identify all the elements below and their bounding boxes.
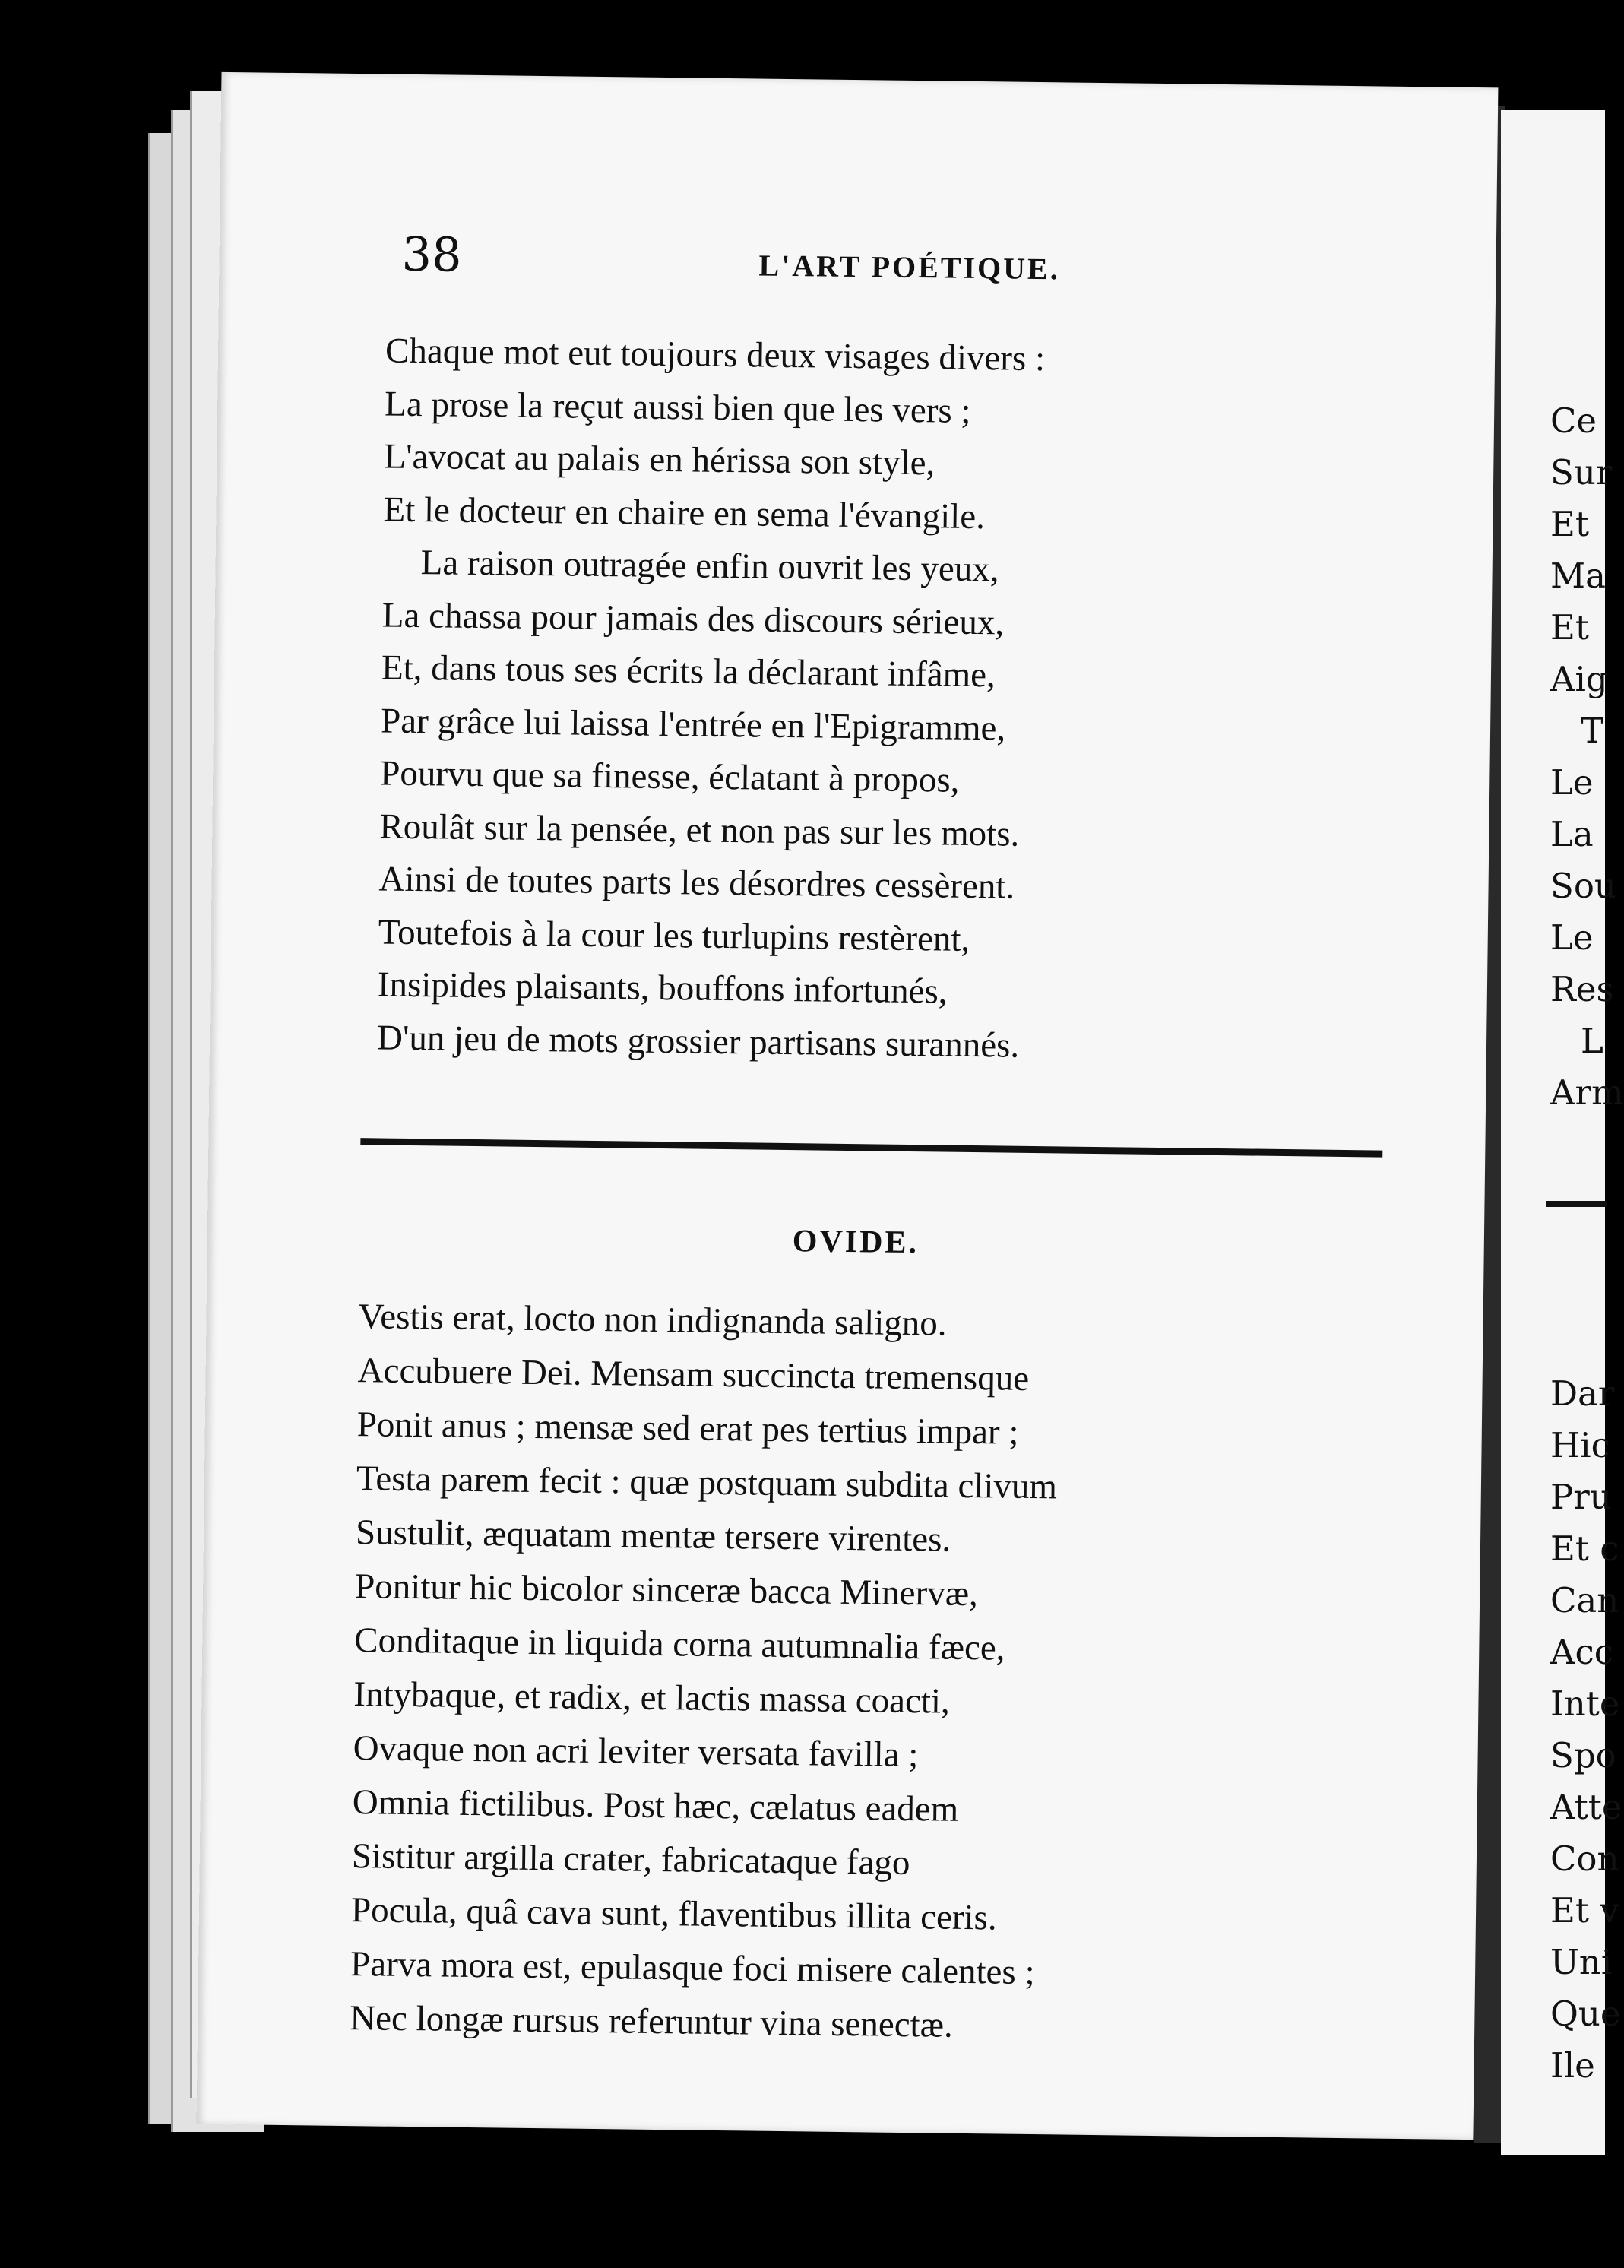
right-line: Le: [1550, 762, 1594, 803]
verse-line: Accubuere Dei. Mensam succincta tremensque: [357, 1351, 1030, 1398]
right-line: La: [1550, 814, 1594, 854]
verse-line: Insipides plaisants, bouffons infortunés,: [377, 965, 948, 1012]
verse-line: Et, dans tous ses écrits la déclarant infâme,: [381, 648, 996, 695]
verse-line: Ponit anus ; mensæ sed erat pes tertius impar ;: [356, 1405, 1019, 1452]
verse-line: Toutefois à la cour les turlupins restèrent,: [378, 911, 970, 959]
right-line: Dar: [1550, 1373, 1615, 1414]
verse-line: D'un jeu de mots grossier partisans surannés.: [376, 1017, 1020, 1066]
verse-line: Par grâce lui laissa l'entrée en l'Epigramme,: [380, 700, 1006, 749]
right-line: Et: [1550, 607, 1589, 648]
page-number: 38: [401, 226, 462, 283]
right-line: Con: [1550, 1839, 1619, 1879]
verse-line: Vestis erat, locto non indignanda saligno.: [358, 1297, 947, 1344]
right-line: Le: [1550, 917, 1594, 958]
right-line: Arm: [1550, 1072, 1624, 1113]
verse-line: La raison outragée enfin ouvrit les yeux,: [420, 543, 999, 590]
right-page: [1501, 110, 1624, 2155]
verse-line: Omnia fictilibus. Post hæc, cælatus eadem: [352, 1782, 959, 1829]
verse-line: Sistitur argilla crater, fabricataque fago: [351, 1836, 910, 1883]
right-line: Uni: [1550, 1942, 1613, 1982]
left-page: [197, 72, 1499, 2140]
right-line: Aig: [1550, 659, 1608, 699]
right-line: Res: [1550, 969, 1614, 1009]
section-rule: [360, 1138, 1382, 1157]
french-verse-block: [377, 325, 1046, 1073]
right-page-rule: [1546, 1201, 1607, 1207]
right-line: Sur: [1550, 452, 1613, 493]
latin-verse-block: [350, 1290, 1059, 2054]
right-line: Ma: [1550, 556, 1606, 596]
verse-line: L'avocat au palais en hérissa son style,: [384, 436, 935, 483]
verse-line: Roulât sur la pensée, et non pas sur les mots.: [379, 806, 1020, 854]
verse-line: Conditaque in liquida corna autumnalia fæce,: [354, 1620, 1005, 1668]
right-line: L: [1581, 1021, 1603, 1061]
right-line: Atte: [1550, 1787, 1622, 1827]
verse-line: Sustulit, æquatam mentæ tersere virentes.: [355, 1513, 951, 1560]
verse-line: Testa parem fecit : quæ postquam subdita clivum: [356, 1459, 1058, 1507]
verse-line: Nec longæ rursus referuntur vina senectæ.: [349, 1998, 954, 2045]
right-line: Ce: [1550, 401, 1597, 441]
running-head: [401, 226, 1360, 299]
right-line: Pru: [1550, 1477, 1612, 1517]
right-line: Et c: [1550, 1528, 1619, 1569]
right-line: Can: [1550, 1580, 1619, 1620]
verse-line: Parva mora est, epulasque foci misere calentes ;: [350, 1944, 1035, 1993]
right-line: Acc: [1550, 1632, 1613, 1672]
right-line: Hic: [1550, 1425, 1610, 1465]
right-page-bottom-lines: [1550, 1368, 1622, 2092]
right-line: Et: [1550, 504, 1589, 544]
verse-line: Intybaque, et radix, et lactis massa coacti,: [353, 1674, 951, 1722]
verse-line: La chassa pour jamais des discours sérieux,: [381, 594, 1005, 642]
verse-line: Pourvu que sa finesse, éclatant à propos,: [379, 753, 960, 800]
verse-line: Et le docteur en chaire en sema l'évangile.: [383, 489, 986, 537]
right-line: Spo: [1550, 1735, 1616, 1775]
right-line: T: [1581, 711, 1604, 751]
right-line: Et v: [1550, 1890, 1619, 1931]
verse-line: Ponitur hic bicolor sinceræ bacca Minervæ,: [354, 1566, 979, 1614]
right-line: Ile: [1550, 2045, 1595, 2086]
verse-line: Chaque mot eut toujours deux visages divers :: [385, 331, 1046, 379]
right-page-top-lines: [1550, 395, 1624, 1119]
verse-line: Pocula, quâ cava sunt, flaventibus illita ceris.: [350, 1890, 997, 1938]
verse-line: Ainsi de toutes parts les désordres cessèrent.: [378, 859, 1015, 907]
right-line: Inte: [1550, 1684, 1620, 1724]
right-line: Que: [1550, 1994, 1621, 2034]
right-line: Sou: [1550, 866, 1616, 906]
section-heading: OVIDE.: [792, 1224, 920, 1261]
verse-line: Ovaque non acri leviter versata favilla ;: [353, 1728, 919, 1775]
running-title: L'ART POÉTIQUE.: [758, 248, 1061, 287]
verse-line: La prose la reçut aussi bien que les vers ;: [384, 383, 971, 431]
